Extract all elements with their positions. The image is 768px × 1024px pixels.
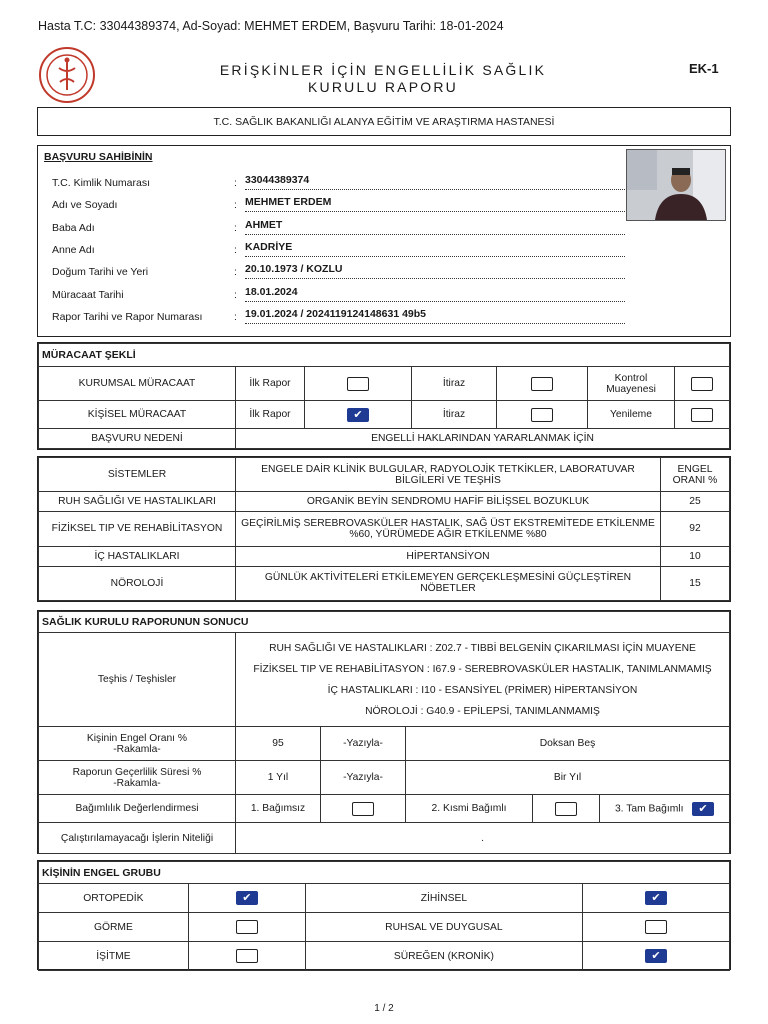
applicant-row-colon: : — [234, 177, 237, 189]
yenileme-checkbox[interactable] — [691, 408, 713, 422]
applicant-row-value: 33044389374 — [245, 174, 625, 190]
applicant-row-value: 19.01.2024 / 2024119124148631 49b5 — [245, 308, 625, 324]
system-description: GÜNLÜK AKTİVİTELERİ ETKİLEMEYEN GERÇEKLEŞMESİNİ GÜÇLEŞTİREN NÖBETLER — [236, 566, 661, 600]
applicant-row-value: 18.01.2024 — [245, 286, 625, 302]
kisisel-label: KİŞİSEL MÜRACAAT — [39, 401, 236, 429]
group-left-checkbox[interactable]: ✔ — [236, 891, 258, 905]
applicant-row-colon: : — [234, 243, 237, 256]
diagnosis-line: İÇ HASTALIKLARI : I10 - ESANSİYEL (PRİMER) HİPERTANSİYON — [327, 684, 638, 696]
bagimsiz-checkbox[interactable] — [352, 802, 374, 816]
applicant-section — [37, 145, 731, 337]
sure-text: Bir Yıl — [406, 761, 730, 795]
applicant-row-label: Baba Adı — [52, 221, 95, 234]
kismi-checkbox[interactable] — [555, 802, 577, 816]
system-description: ORGANİK BEYİN SENDROMU HAFİF BİLİŞSEL BOZUKLUK — [236, 492, 661, 512]
kontrol-checkbox[interactable] — [691, 377, 713, 391]
group-right-label: SÜREĞEN (KRONİK) — [305, 942, 582, 971]
group-right-checkbox[interactable]: ✔ — [645, 949, 667, 963]
system-name: RUH SAĞLIĞI VE HASTALIKLARI — [39, 492, 236, 512]
oran-label-2: -Rakamla- — [113, 743, 161, 755]
kisisel-itiraz-label: İtiraz — [412, 401, 497, 429]
group-right-checkbox[interactable]: ✔ — [645, 891, 667, 905]
group-left-label: GÖRME — [39, 913, 189, 942]
applicant-row-label: T.C. Kimlik Numarası — [52, 177, 151, 189]
muracaat-section — [37, 342, 731, 450]
report-title — [200, 62, 566, 96]
applicant-row-label: Müracaat Tarihi — [52, 288, 124, 301]
applicant-row-colon: : — [234, 266, 237, 279]
bagimlilik-label: Bağımlılık Değerlendirmesi — [39, 795, 236, 823]
kurumsal-label: KURUMSAL MÜRACAAT — [39, 367, 236, 401]
applicant-row-colon: : — [234, 310, 237, 323]
systems-header-sys: SİSTEMLER — [39, 458, 236, 492]
muracaat-heading: MÜRACAAT ŞEKLİ — [39, 344, 730, 367]
group-right-label: ZİHİNSEL — [305, 884, 582, 913]
kisisel-ilk-label: İlk Rapor — [236, 401, 305, 429]
system-name: FİZİKSEL TIP VE REHABİLİTASYON — [39, 512, 236, 546]
calisma-value: . — [236, 823, 730, 854]
teshis-label: Teşhis / Teşhisler — [39, 633, 236, 727]
applicant-row-label: Adı ve Soyadı — [52, 199, 118, 212]
neden-label: BAŞVURU NEDENİ — [39, 429, 236, 449]
applicant-row-colon: : — [234, 199, 237, 212]
applicant-row-value: KADRİYE — [245, 241, 625, 257]
applicant-row-value: AHMET — [245, 219, 625, 235]
applicant-row-colon: : — [234, 221, 237, 234]
ek-label: EK-1 — [689, 61, 719, 76]
sure-value: 1 Yıl — [236, 761, 321, 795]
applicant-row-value: MEHMET ERDEM — [245, 196, 625, 212]
oran-value: 95 — [236, 727, 321, 761]
yenileme-label: Yenileme — [588, 401, 675, 429]
group-left-checkbox[interactable] — [236, 949, 258, 963]
system-description: HİPERTANSİYON — [236, 546, 661, 566]
bagimsiz-label: 1. Bağımsız — [236, 795, 321, 823]
system-rate: 92 — [661, 512, 730, 546]
kurumsal-itiraz-label: İtiraz — [412, 367, 497, 401]
group-left-checkbox[interactable] — [236, 920, 258, 934]
system-name: NÖROLOJİ — [39, 566, 236, 600]
page-number: 1 / 2 — [374, 1003, 394, 1014]
systems-table — [37, 456, 731, 602]
system-rate: 25 — [661, 492, 730, 512]
group-right-label: RUHSAL VE DUYGUSAL — [305, 913, 582, 942]
diagnosis-line: NÖROLOJİ : G40.9 - EPİLEPSİ, TANIMLANMAMIŞ — [365, 705, 600, 717]
kurumsal-ilk-checkbox[interactable] — [347, 377, 369, 391]
oran-label-1: Kişinin Engel Oranı % — [86, 732, 188, 744]
kontrol-label: Kontrol Muayenesi — [588, 367, 675, 401]
result-heading: SAĞLIK KURULU RAPORUNUN SONUCU — [39, 612, 730, 633]
kisisel-itiraz-checkbox[interactable] — [531, 408, 553, 422]
sure-label-2: -Rakamla- — [113, 777, 161, 789]
group-left-label: ORTOPEDİK — [39, 884, 189, 913]
title-line-2: KURULU RAPORU — [308, 79, 458, 95]
applicant-row-value: 20.10.1973 / KOZLU — [245, 263, 625, 279]
system-description: GEÇİRİLMİŞ SEREBROVASKÜLER HASTALIK, SAĞ ÜST EKSTREMİTEDE ETKİLENME %60, YÜRÜMEDE AĞIR ETKİLENME %80 — [236, 512, 661, 546]
tam-checkbox[interactable]: ✔ — [692, 802, 714, 816]
applicant-row-label: Doğum Tarihi ve Yeri — [52, 266, 149, 279]
hospital-name: T.C. SAĞLIK BAKANLIĞI ALANYA EĞİTİM VE ARAŞTIRMA HASTANESİ — [37, 107, 731, 136]
group-right-checkbox[interactable] — [645, 920, 667, 934]
applicant-row-label: Anne Adı — [52, 243, 95, 256]
kismi-label: 2. Kısmi Bağımlı — [431, 803, 507, 814]
system-rate: 10 — [661, 546, 730, 566]
oran-text: Doksan Beş — [406, 727, 730, 761]
kurumsal-ilk-label: İlk Rapor — [236, 367, 305, 401]
tam-label: 3. Tam Bağımlı — [614, 803, 684, 815]
diagnosis-line: RUH SAĞLIĞI VE HASTALIKLARI : Z02.7 - TIBBİ BELGENİN ÇIKARILMASI İÇİN MUAYENE — [269, 642, 696, 654]
diagnosis-line: FİZİKSEL TIP VE REHABİLİTASYON : I67.9 - SEREBROVASKÜLER HASTALIK, TANIMLANMAMIŞ — [253, 663, 712, 675]
sure-label-1: Raporun Geçerlilik Süresi % — [72, 766, 202, 778]
applicant-row-colon: : — [234, 288, 237, 301]
calisma-label: Çalıştırılamayacağı İşlerin Niteliği — [39, 823, 236, 854]
title-line-1: ERİŞKİNLER İÇİN ENGELLİLİK SAĞLIK — [219, 62, 547, 78]
group-heading: KİŞİNİN ENGEL GRUBU — [39, 862, 730, 884]
result-section — [37, 610, 731, 854]
header-line: Hasta T.C: 33044389374, Ad-Soyad: MEHMET ERDEM, Başvuru Tarihi: 18-01-2024 — [38, 19, 504, 33]
applicant-heading: BAŞVURU SAHİBİNİN — [44, 151, 153, 163]
kurumsal-itiraz-checkbox[interactable] — [531, 377, 553, 391]
applicant-row-label: Rapor Tarihi ve Rapor Numarası — [52, 310, 203, 323]
neden-value: ENGELLİ HAKLARINDAN YARARLANMAK İÇİN — [236, 429, 730, 449]
applicant-photo — [626, 149, 726, 221]
systems-header-rate: ENGEL ORANI % — [661, 458, 730, 492]
system-name: İÇ HASTALIKLARI — [39, 546, 236, 566]
ministry-seal-icon — [38, 46, 96, 104]
kisisel-ilk-checkbox[interactable]: ✔ — [347, 408, 369, 422]
system-rate: 15 — [661, 566, 730, 600]
group-left-label: İŞİTME — [39, 942, 189, 971]
sure-yaziyla-label: -Yazıyla- — [321, 761, 406, 795]
systems-header-desc: ENGELE DAİR KLİNİK BULGULAR, RADYOLOJİK TETKİKLER, LABORATUVAR BİLGİLERİ VE TEŞHİS — [236, 458, 661, 492]
group-section — [37, 860, 731, 970]
oran-yaziyla-label: -Yazıyla- — [321, 727, 406, 761]
